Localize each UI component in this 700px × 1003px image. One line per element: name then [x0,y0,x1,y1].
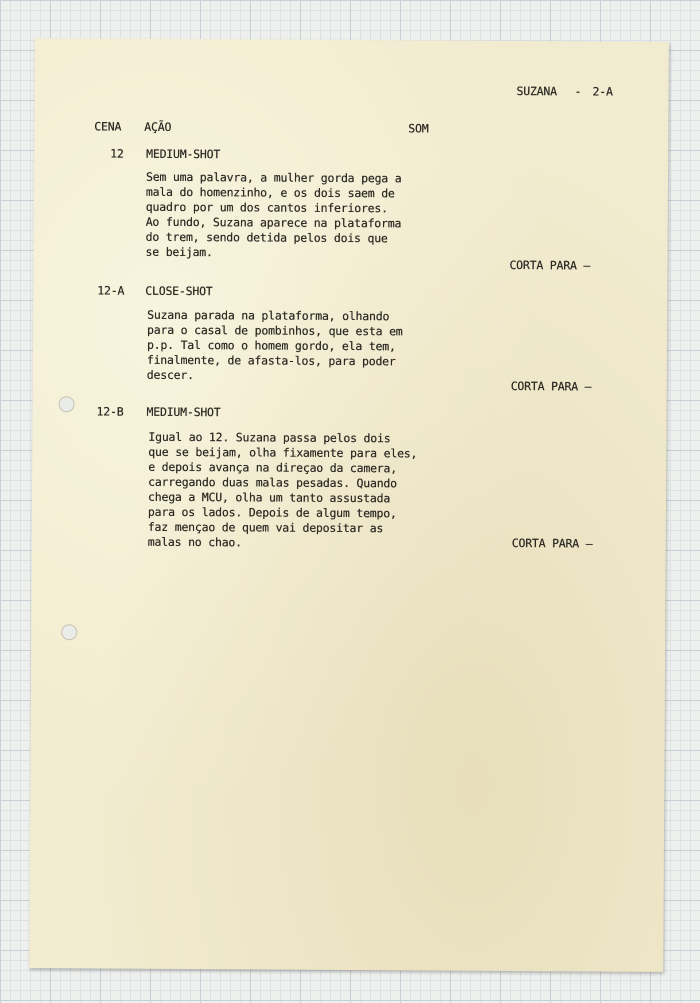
page-header-title: SUZANA [516,84,557,99]
shot-type: CLOSE-SHOT [145,283,213,299]
action-line: para os lados. Depois de algum tempo, [147,504,397,521]
shot-type: MEDIUM-SHOT [146,404,221,420]
shot-type: MEDIUM-SHOT [146,146,221,162]
action-line: finalmente, de afasta-los, para poder [146,352,396,369]
action-line: descer. [146,367,194,383]
action-line: para o casal de pombinhos, que esta em [147,322,403,339]
action-line: faz mençao de quem vai depositar as [147,519,384,536]
action-line: Igual ao 12. Suzana passa pelos dois [148,429,391,446]
action-line: e depois avança na direçao da camera, [148,459,398,476]
transition-cut-to: CORTA PARA — [510,378,592,394]
transition-cut-to: CORTA PARA — [509,257,591,273]
action-line: mala do homenzinho, e os dois saem de [145,184,395,201]
action-line: Suzana parada na plataforma, olhando [147,307,390,324]
scene-number: 12 [110,146,124,161]
action-line: malas no chao. [147,534,242,550]
action-line: do trem, sendo detida pelos dois que [145,229,388,246]
action-line: que se beijam, olha fixamente para eles, [148,444,418,461]
column-heading-action: AÇÃO [144,119,172,134]
action-line: chega a MCU, olha um tanto assustada [148,489,391,506]
page-header-number: 2-A [592,84,613,99]
action-line: carregando duas malas pesadas. Quando [148,474,397,491]
column-heading-sound: SOM [408,121,429,136]
page-header-dash: - [574,84,582,99]
action-line: se beijam. [145,244,213,260]
column-heading-scene: CENA [94,119,122,134]
binder-hole-bottom [61,624,77,640]
action-line: Ao fundo, Suzana aparece na plataforma [145,214,402,231]
action-line: p.p. Tal como o homem gordo, ela tem, [146,337,396,354]
action-line: quadro por um dos cantos inferiores. [145,199,388,216]
action-line: Sem uma palavra, a mulher gorda pega a [145,169,402,186]
binder-hole-top [59,396,75,412]
typewritten-page [29,38,669,972]
scene-number: 12-B [96,404,124,419]
transition-cut-to: CORTA PARA — [511,535,593,551]
scene-number: 12-A [97,283,125,298]
